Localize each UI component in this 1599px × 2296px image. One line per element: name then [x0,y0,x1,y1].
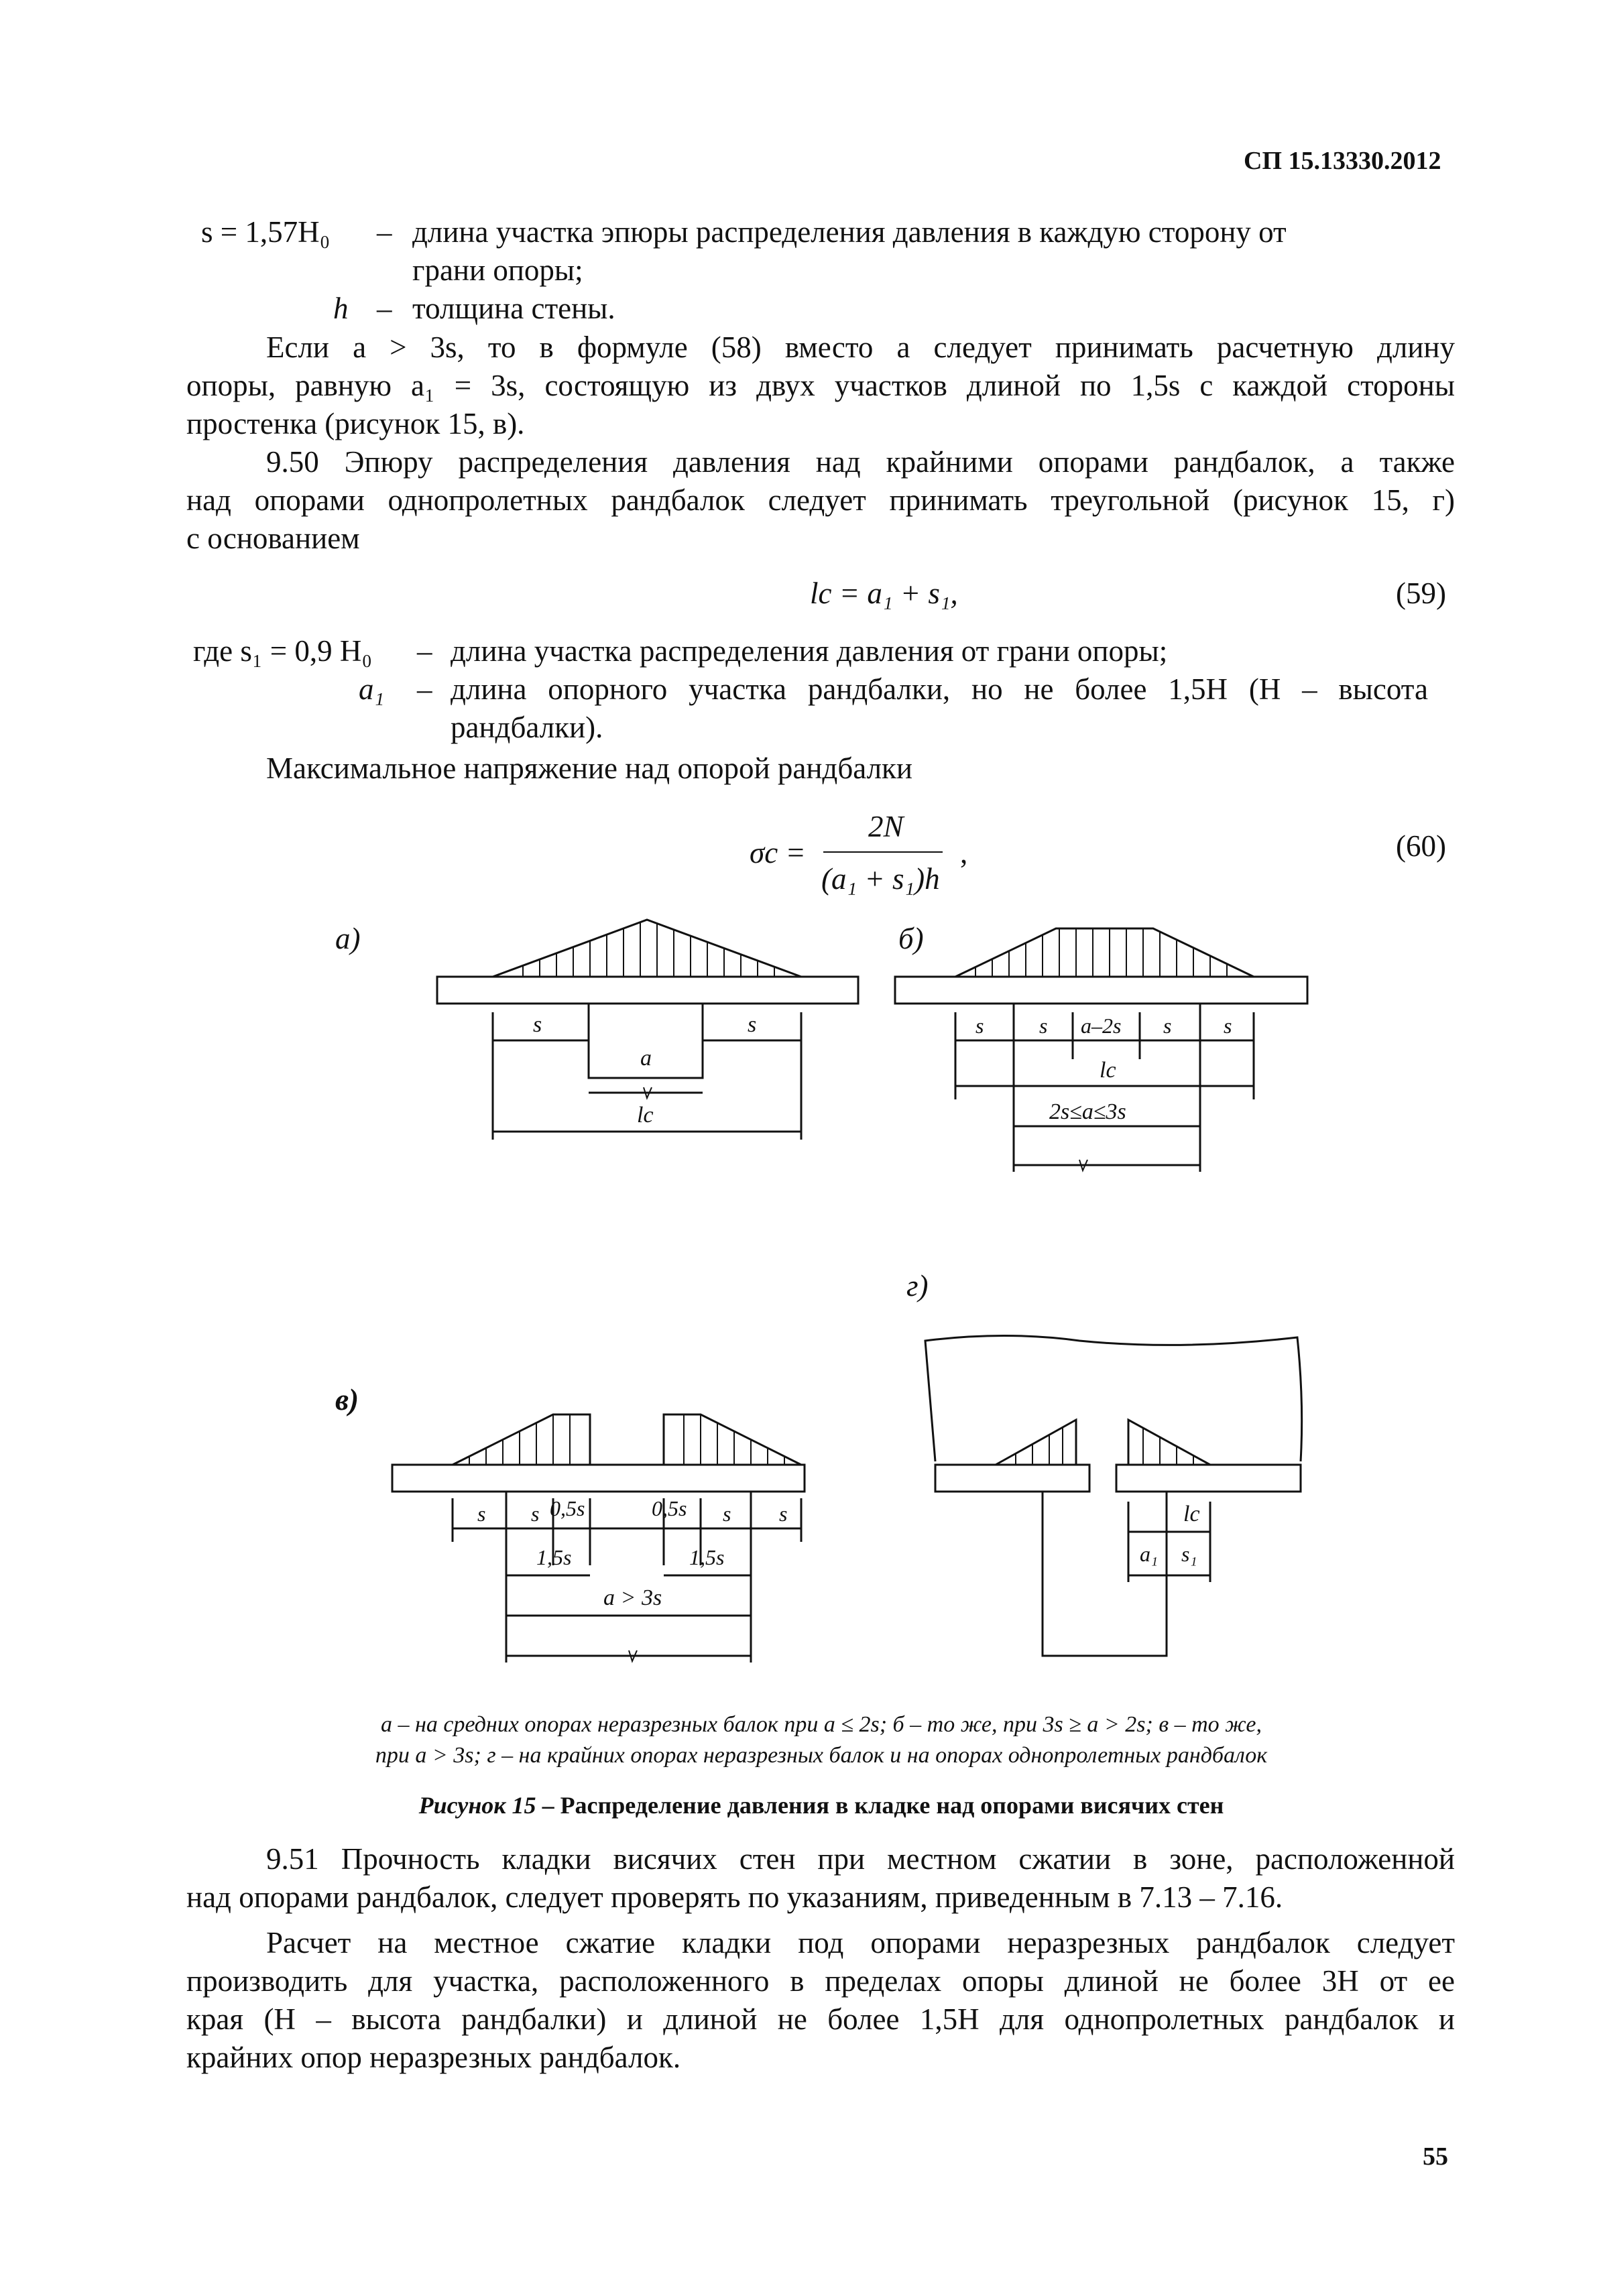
dim-label: s₁ [1181,1542,1197,1566]
paragraph-line: края (H – высота рандбалки) и длиной не более 1,5H для однопролетных рандбалок и [186,2002,1455,2036]
figure-caption-line: а – на средних опорах неразрезных балок при a ≤ 2s; б – то же, при 3s ≥ a > 2s; в – то же, [381,1712,1262,1737]
formula-60-lhs: σc = [750,836,806,869]
paragraph-line: 9.50 Эпюру распределения давления над крайними опорами рандбалок, а также [266,445,1455,479]
page-number: 55 [1423,2142,1448,2171]
figure-caption-line: при a > 3s; г – на крайних опорах неразрезных балок и на опорах однопролетных рандбалок [375,1743,1268,1768]
definition-text-h: толщина стены. [412,292,615,325]
definition-text-a1-cont: рандбалки). [451,711,603,744]
formula-number-60: (60) [1396,829,1446,863]
panel-label-b: б) [898,922,924,955]
figure-title-rest: – Распределение давления в кладке над опорами висячих стен [536,1792,1224,1819]
dim-label: lc [1100,1058,1116,1083]
definition-text-s1: длина участка распределения давления от грани опоры; [451,634,1168,668]
paragraph-line: над опорами рандбалок, следует проверять по указаниям, приведенным в 7.13 – 7.16. [186,1880,1283,1914]
dim-label: s [1224,1014,1232,1038]
dim-label: a₁ [1140,1542,1159,1566]
dim-label: a > 3s [603,1585,662,1610]
formula-60-numerator: 2N [868,810,904,843]
paragraph-line: крайних опор неразрезных рандбалок. [186,2041,681,2074]
figure-title-word: Рисунок 15 [418,1792,536,1819]
paragraph-line: опоры, равную a₁ = 3s, состоящую из двух участков длиной по 1,5s с каждой стороны [186,369,1455,402]
dim-label: 0,5s [550,1496,585,1520]
panel-label-a: а) [335,922,361,955]
paragraph-line: простенка (рисунок 15, в). [186,407,525,440]
dim-label: s [748,1012,757,1037]
definition-dash: – [417,634,432,668]
panel-v-diagram [392,1414,805,1663]
dim-label: s [779,1502,788,1526]
definition-term-h: h [333,292,349,325]
document-code: СП 15.13330.2012 [1244,147,1441,175]
dim-label: s [1039,1014,1048,1038]
panel-b-diagram [895,928,1307,1172]
formula-60-tail: , [960,836,968,869]
definition-dash: – [377,215,392,249]
dim-label: s [1163,1014,1172,1038]
dim-label: s [975,1014,984,1038]
dim-label: s [533,1012,542,1037]
definition-term-a1: a₁ [359,672,385,706]
figure-title [188,1791,1455,1819]
dim-label: s [531,1502,540,1526]
dim-label: 1,5s [689,1545,725,1569]
dim-label: s [477,1502,486,1526]
dim-label: lc [1183,1502,1200,1526]
fraction-bar [823,851,943,853]
dim-label: a [640,1046,652,1071]
definition-text-s: длина участка эпюры распределения давления в каждую сторону от [412,215,1287,249]
paragraph-line: Максимальное напряжение над опорой рандбалки [266,751,912,785]
definition-dash: – [377,292,392,325]
definition-term-s: s = 1,57H₀ [201,215,331,249]
paragraph-line: с основанием [186,522,360,555]
dim-label: 0,5s [652,1496,687,1520]
formula-59: lc = a₁ + s₁, [810,577,958,610]
dim-label: a–2s [1081,1014,1122,1038]
paragraph-line: над опорами однопролетных рандбалок следует принимать треугольной (рисунок 15, г) [186,483,1455,517]
dim-label: lc [637,1103,654,1128]
paragraph-line: Если a > 3s, то в формуле (58) вместо a следует принимать расчетную длину [266,330,1455,364]
dim-label: 1,5s [536,1545,572,1569]
definition-text-s-cont: грани опоры; [412,253,583,287]
paragraph-line: 9.51 Прочность кладки висячих стен при местном сжатии в зоне, расположенной [266,1842,1455,1876]
definition-term-s1: где s₁ = 0,9 H₀ [193,634,373,668]
definition-text-a1: длина опорного участка рандбалки, но не более 1,5H (H – высота [451,672,1428,706]
panel-g-diagram [925,1336,1302,1656]
definition-dash: – [417,672,432,706]
panel-label-v: в) [335,1383,359,1416]
formula-60-denominator: (a₁ + s₁)h [821,862,940,896]
paragraph-line: производить для участка, расположенного в пределах опоры длиной не более 3H от ее [186,1964,1455,1998]
figure-15-pressure-distribution [0,898,1599,1689]
paragraph-line: Расчет на местное сжатие кладки под опорами неразрезных рандбалок следует [266,1926,1455,1959]
dim-label: s [723,1502,731,1526]
panel-label-g: г) [906,1269,929,1303]
dim-label: 2s≤a≤3s [1049,1099,1126,1124]
formula-number-59: (59) [1396,577,1446,610]
